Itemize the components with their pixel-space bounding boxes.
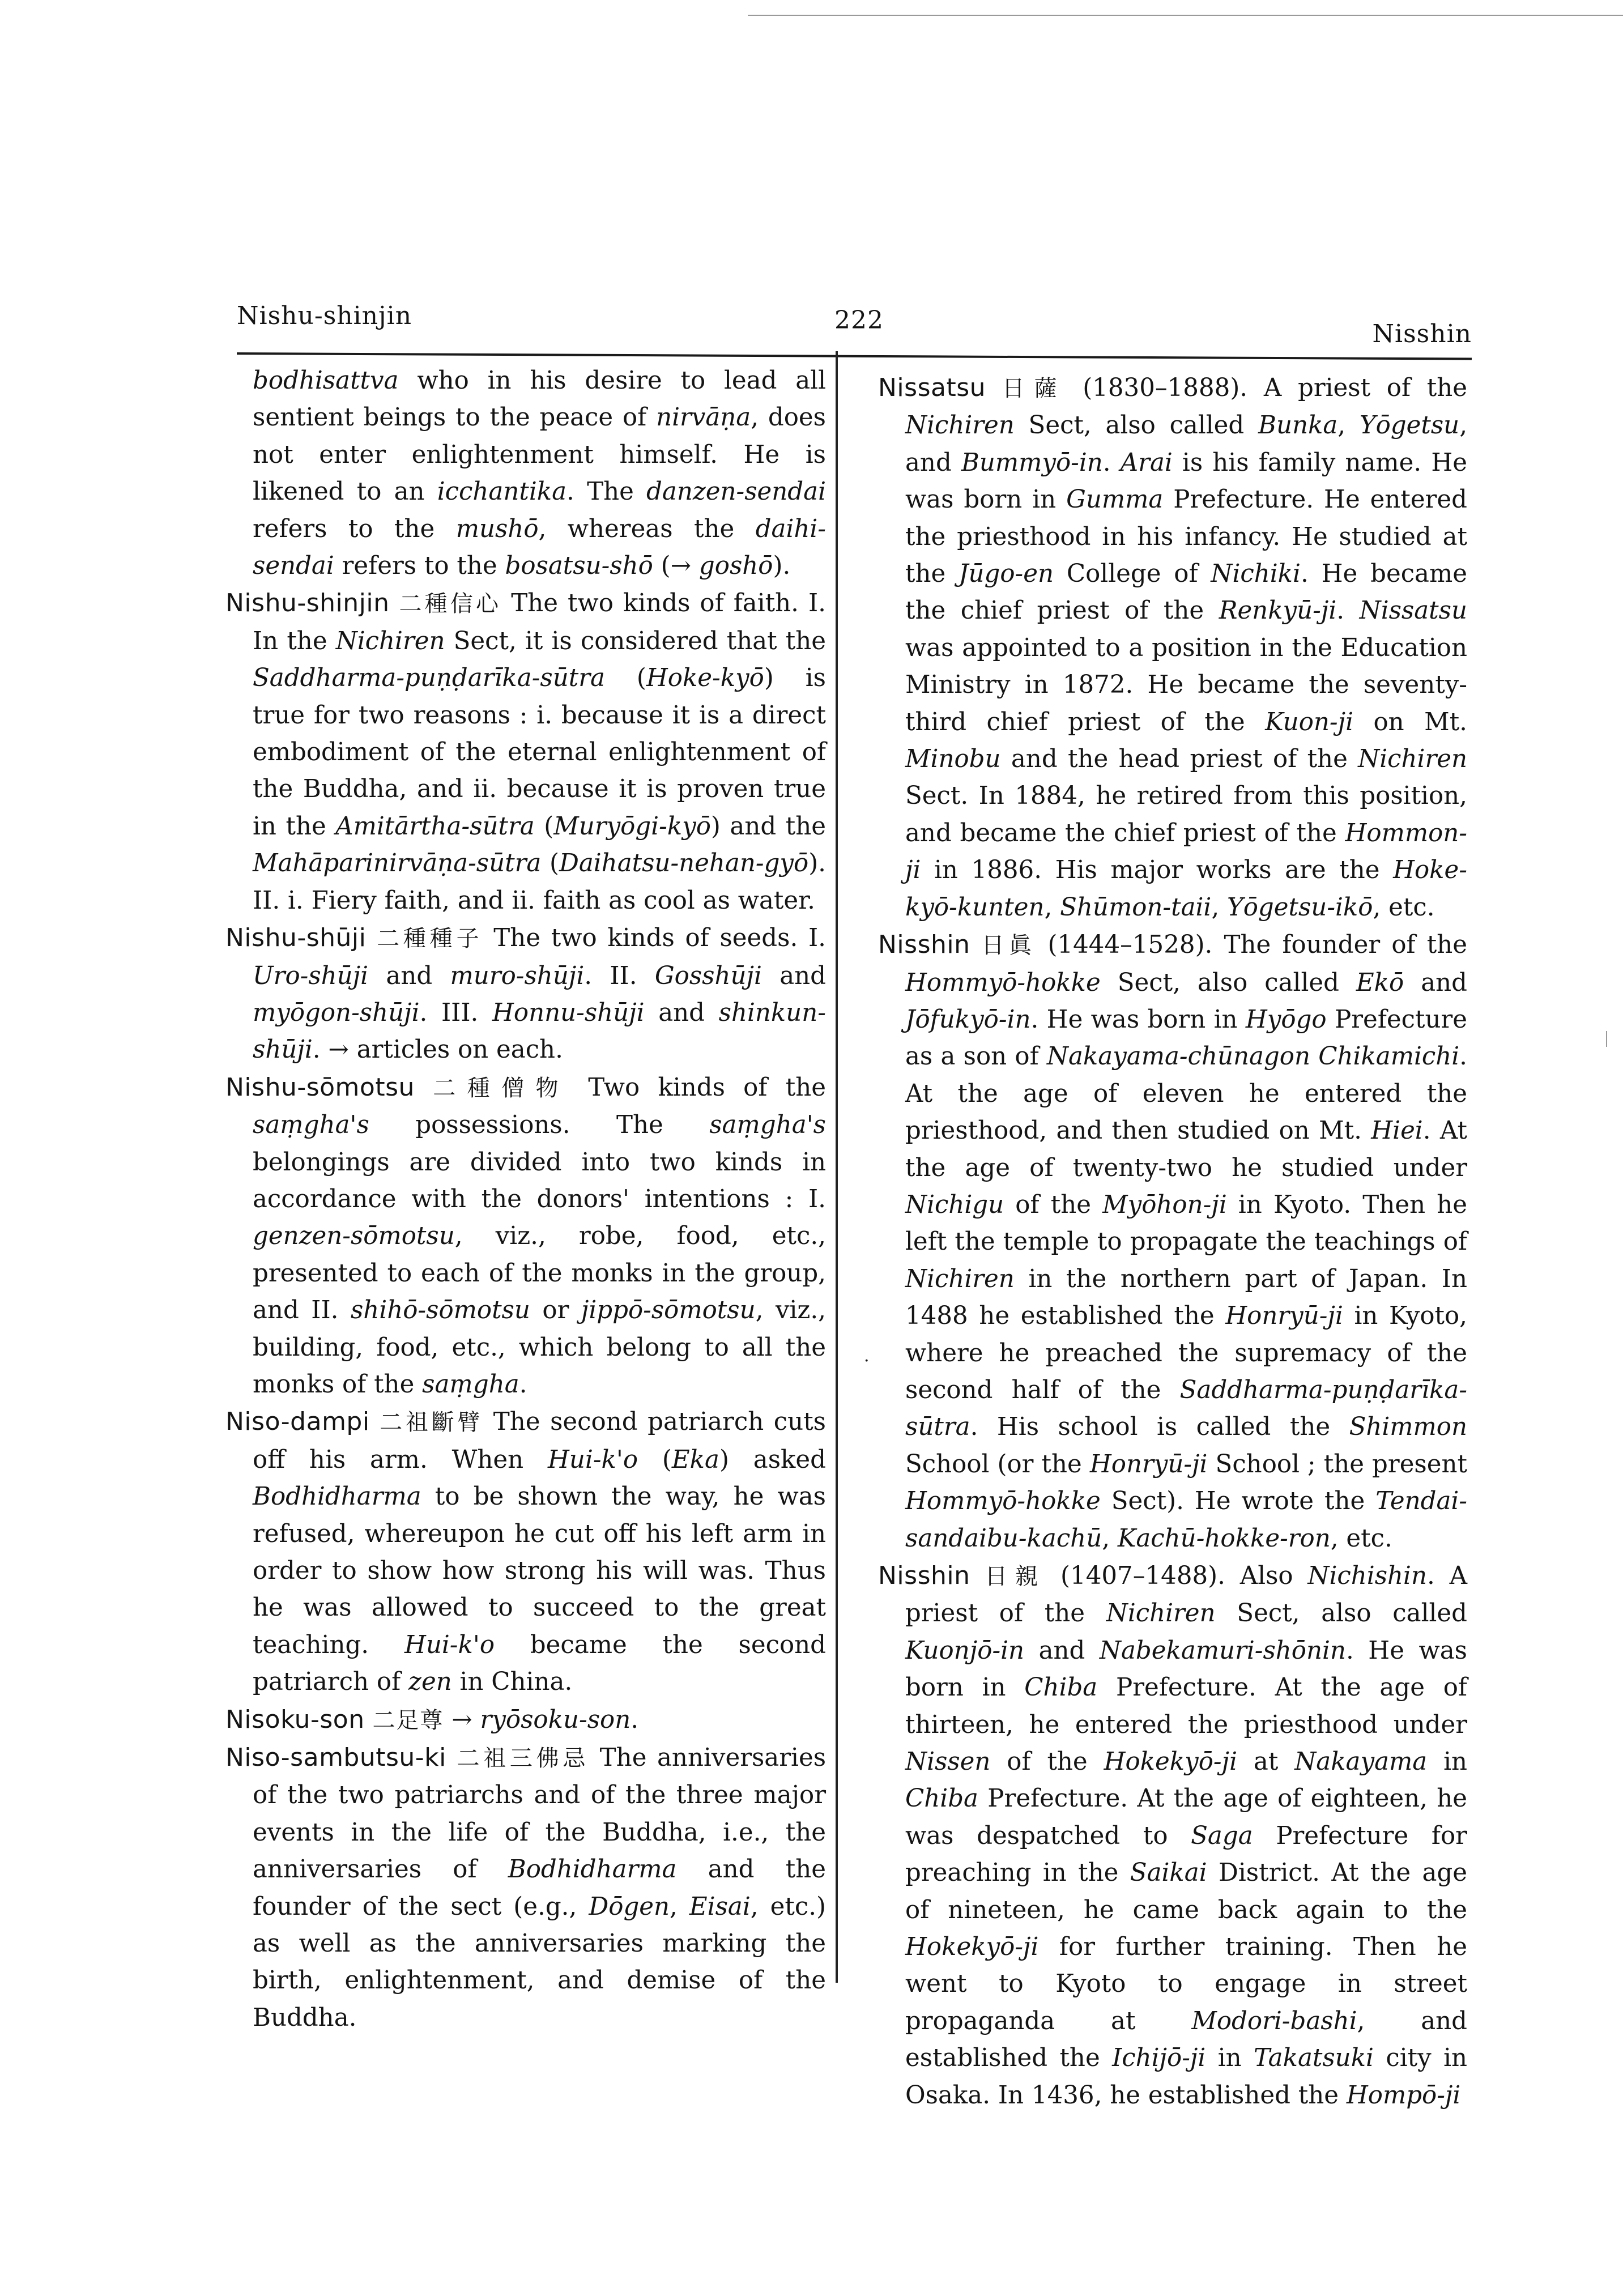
- entry-nisshin-1444: Nisshin 日眞 (1444–1528). The founder of the Hommyō-hokke Sect, also called Ekō and Jōfukyō-in. He was born in Hyōgo Prefecture as a son of Nakayama-chūnagon Chikamichi. At the age of eleven he entered the priesthood, and then studied on Mt. Hiei. At the age of twenty-two he studied under Nichigu of the Myōhon-ji in Kyoto. Then he left the temple to propagate the teachings of Nichiren in the northern part of Japan. In 1488 he established the Honryū-ji in Kyoto, where he preached the supremacy of the second half of the Saddharma-puṇḍarīka-sūtra. His school is called the Shimmon School (or the Honryū-ji School ; the present Hommyō-hokke Sect). He wrote the Tendai-sandaibu-kachū, Kachū-hokke-ron, etc.: [878, 930, 1468, 1553]
- headword: Nishu-shūji: [225, 923, 367, 953]
- margin-tick-mark: [1606, 1031, 1607, 1047]
- kanji: 二種種子: [377, 926, 483, 952]
- headword: Nisshin: [878, 930, 970, 960]
- kanji: 日眞: [981, 932, 1037, 959]
- kanji: 二種信心: [399, 591, 502, 617]
- kanji: 日薩: [1002, 376, 1067, 402]
- kanji: 二祖三佛忌: [457, 1745, 590, 1772]
- kanji: 二足尊: [372, 1707, 444, 1733]
- running-head: [237, 295, 1472, 363]
- left-column: [225, 363, 826, 2037]
- header-right-word: Nisshin: [1372, 320, 1472, 348]
- entry-continuation: bodhisattva who in his desire to lead all sentient beings to the peace of nirvāṇa, does not enter enlightenment himself. He is likened to an icchantika. The danzen-sendai refers to the mushō, whereas the daihi-sendai refers to the bosatsu-shō (→ goshō).: [253, 367, 827, 581]
- entry-niso-sambutsu-ki: Niso-sambutsu-ki 二祖三佛忌 The anniversaries of the two patriarchs and of the three major events in the life of the Buddha, i.e., the anniversaries of Bodhidharma and the founder of the sect (e.g., Dōgen, Eisai, etc.) as well as the anniversaries marking the birth, enlightenment, and demise of the Buddha.: [225, 1743, 827, 2032]
- headword: Nisshin: [878, 1561, 970, 1590]
- page-number: 222: [834, 306, 884, 335]
- entry-nissatsu: Nissatsu 日薩 (1830–1888). A priest of the Nichiren Sect, also called Bunka, Yōgetsu, and Bummyō-in. Arai is his family name. He was born in Gumma Prefecture. He entered the priesthood in his infancy. He studied at the Jūgo-en College of Nichiki. He became the chief priest of the Renkyū-ji. Nissatsu was appointed to a position in the Education Ministry in 1872. He became the seventy-third chief priest of the Kuon-ji on Mt. Minobu and the head priest of the Nichiren Sect. In 1884, he retired from this position, and became the chief priest of the Hommon-ji in 1886. His major works are the Hoke-kyō-kunten, Shūmon-taii, Yōgetsu-ikō, etc.: [878, 373, 1468, 922]
- margin-dot-mark: ·: [864, 1351, 870, 1371]
- entry-nishu-shuji: Nishu-shūji 二種種子 The two kinds of seeds. I. Uro-shūji and muro-shūji. II. Gosshūji and myōgon-shūji. III. Honnu-shūji and shinkun-shūji. → articles on each.: [225, 923, 827, 1064]
- headword: Nissatsu: [878, 373, 986, 402]
- entry-nisshin-1407: Nisshin 日親 (1407–1488). Also Nichishin. A priest of the Nichiren Sect, also called Kuonjō-in and Nabekamuri-shōnin. He was born in Chiba Prefecture. At the age of thirteen, he entered the priesthood under Nissen of the Hokekyō-ji at Nakayama in Chiba Prefecture. At the age of eighteen, he was despatched to Saga Prefecture for preaching in the Saikai District. At the age of nineteen, he came back again to the Hokekyō-ji for further training. Then he went to Kyoto to engage in street propaganda at Modori-bashi, and established the Ichijō-ji in Takatsuki city in Osaka. In 1436, he established the Hompō-ji: [878, 1561, 1468, 2110]
- header-rule: [237, 352, 1472, 360]
- headword: Niso-sambutsu-ki: [225, 1743, 446, 1773]
- headword: Nisoku-son: [225, 1705, 365, 1734]
- top-edge-rule: [748, 15, 1623, 16]
- headword: Nishu-sōmotsu: [225, 1072, 415, 1102]
- entry-nisoku-son: Nisoku-son 二足尊 → ryōsoku-son.: [225, 1705, 639, 1734]
- kanji: 二祖斷臂: [380, 1409, 484, 1436]
- headword: Niso-dampi: [225, 1407, 370, 1437]
- right-column: [878, 369, 1467, 2114]
- entry-nishu-somotsu: Nishu-sōmotsu 二種僧物 Two kinds of the saṃgha's possessions. The saṃgha's belongings are divided into two kinds in accordance with the donors' intentions : I. genzen-sōmotsu, viz., robe, food, etc., presented to each of the monks in the group, and II. shihō-sōmotsu or jippō-sōmotsu, viz., building, food, etc., which belong to all the monks of the saṃgha.: [225, 1072, 826, 1399]
- headword: Nishu-shinjin: [225, 589, 390, 618]
- entry-niso-dampi: Niso-dampi 二祖斷臂 The second patriarch cuts off his arm. When Hui-k'o (Eka) asked Bodhidharma to be shown the way, he was refused, whereupon he cut off his left arm in order to show how strong his will was. Thus he was allowed to succeed to the great teaching. Hui-k'o became the second patriarch of zen in China.: [225, 1407, 826, 1697]
- entry-nishu-shinjin: Nishu-shinjin 二種信心 The two kinds of faith. I. In the Nichiren Sect, it is considered that the Saddharma-puṇḍarīka-sūtra (Hoke-kyō) is true for two reasons : i. because it is a direct embodiment of the eternal enlightenment of the Buddha, and ii. because it is proven true in the Amitārtha-sūtra (Muryōgi-kyō) and the Mahāparinirvāṇa-sūtra (Daihatsu-nehan-gyō). II. i. Fiery faith, and ii. faith as cool as water.: [225, 589, 827, 915]
- column-divider: [836, 351, 838, 1983]
- kanji: 二種僧物: [433, 1075, 570, 1101]
- kanji: 日親: [985, 1564, 1046, 1590]
- header-left-word: Nishu-shinjin: [237, 301, 412, 330]
